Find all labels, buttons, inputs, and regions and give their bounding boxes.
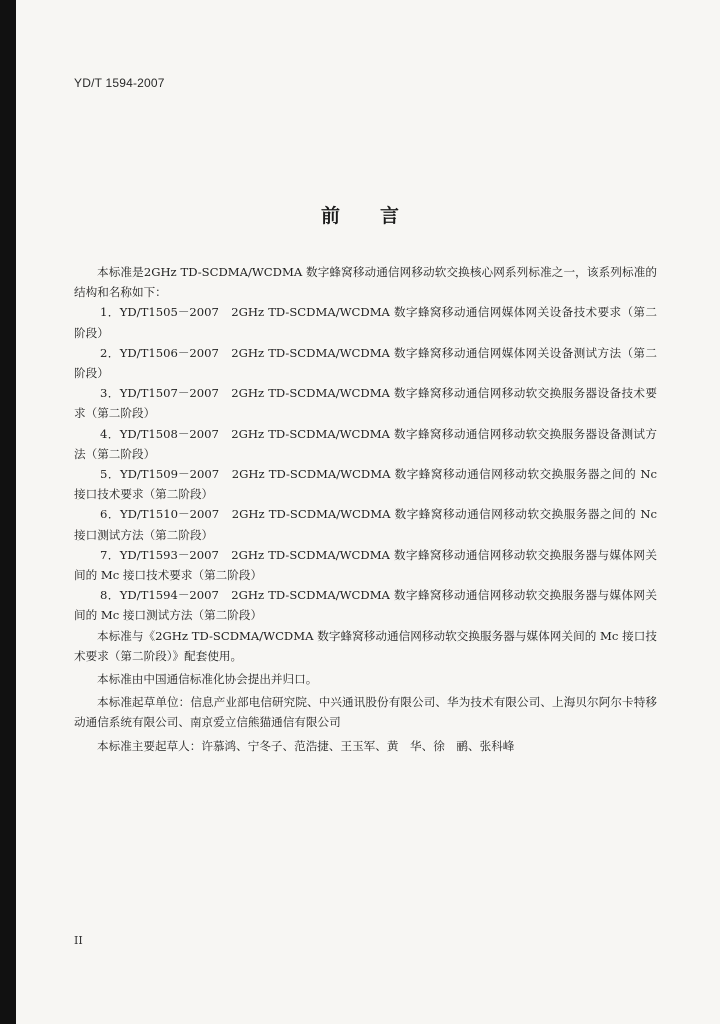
main-drafters: 本标准主要起草人：许慕鸿、宁冬子、范浩捷、王玉军、黄 华、徐 鹂、张科峰 <box>97 738 515 753</box>
page-title: 前言 <box>320 205 439 227</box>
drafting-units: 本标准起草单位：信息产业部电信研究院、中兴通讯股份有限公司、华为技术有限公司、上海贝尔阿尔卡特移动通信系统有限公司、南京爱立信熊猫通信有限公司 <box>74 695 657 730</box>
series-item: 5．YD/T1509－2007 2GHz TD-SCDMA/WCDMA 数字蜂窝移动通信网移动软交换服务器之间的 Nc 接口技术要求（第二阶段） <box>74 467 657 502</box>
series-item: 6．YD/T1510－2007 2GHz TD-SCDMA/WCDMA 数字蜂窝移动通信网移动软交换服务器之间的 Nc 接口测试方法（第二阶段） <box>74 507 657 542</box>
intro-paragraph: 本标准是2GHz TD-SCDMA/WCDMA 数字蜂窝移动通信网移动软交换核心网系列标准之一，该系列标准的结构和名称如下： <box>74 265 657 300</box>
series-item: 3．YD/T1507－2007 2GHz TD-SCDMA/WCDMA 数字蜂窝移动通信网移动软交换服务器设备技术要求（第二阶段） <box>74 386 657 421</box>
series-item: 1．YD/T1505－2007 2GHz TD-SCDMA/WCDMA 数字蜂窝移动通信网媒体网关设备技术要求（第二阶段） <box>74 305 657 340</box>
series-item: 8．YD/T1594－2007 2GHz TD-SCDMA/WCDMA 数字蜂窝移动通信网移动软交换服务器与媒体网关间的 Mc 接口测试方法（第二阶段） <box>74 588 657 623</box>
standard-code-header: YD/T 1594-2007 <box>74 76 165 90</box>
document-body <box>74 262 657 756</box>
page-number: II <box>74 934 83 947</box>
companion-note: 本标准与《2GHz TD-SCDMA/WCDMA 数字蜂窝移动通信网移动软交换服务器与媒体网关间的 Mc 接口技术要求（第二阶段）》配套使用。 <box>74 628 657 663</box>
series-item: 7．YD/T1593－2007 2GHz TD-SCDMA/WCDMA 数字蜂窝移动通信网移动软交换服务器与媒体网关间的 Mc 接口技术要求（第二阶段） <box>74 547 657 583</box>
page-binding-strip <box>0 0 16 1024</box>
series-list <box>74 302 657 625</box>
series-item: 2．YD/T1506－2007 2GHz TD-SCDMA/WCDMA 数字蜂窝移动通信网媒体网关设备测试方法（第二阶段） <box>74 345 657 381</box>
series-item: 4．YD/T1508－2007 2GHz TD-SCDMA/WCDMA 数字蜂窝移动通信网移动软交换服务器设备测试方法（第二阶段） <box>74 426 657 461</box>
proposer-note: 本标准由中国通信标准化协会提出并归口。 <box>97 672 318 687</box>
